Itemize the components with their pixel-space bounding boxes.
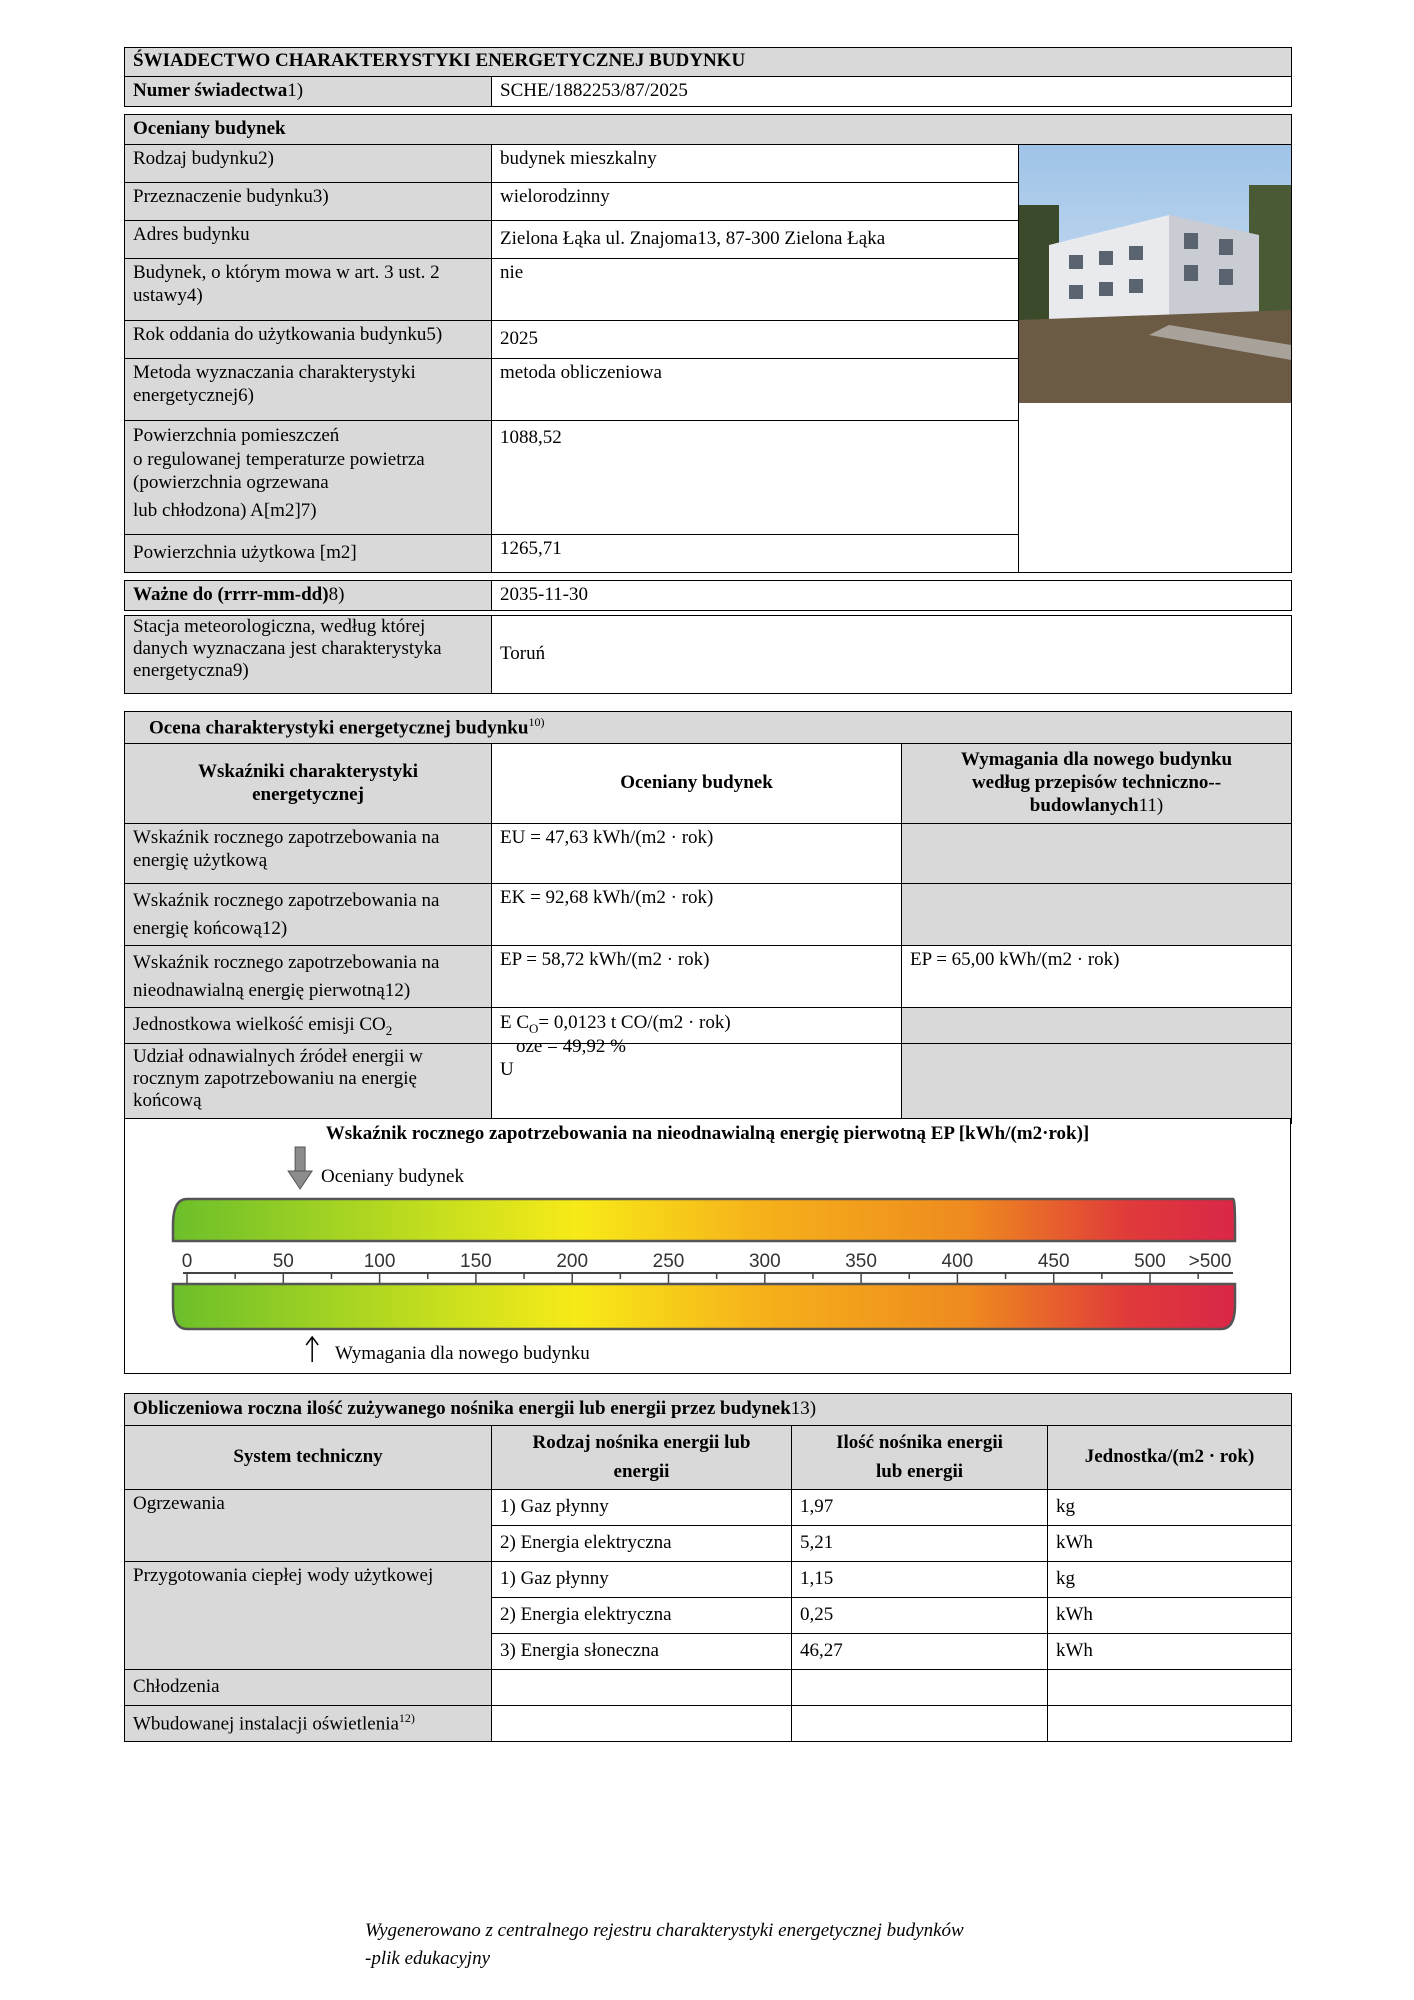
amount-cell: 0,25 — [792, 1597, 1048, 1633]
art3-building-value: nie — [492, 258, 1019, 320]
scale-tick-label: 150 — [460, 1251, 492, 1272]
scale-tick-label: 350 — [845, 1251, 877, 1272]
consumption-section — [124, 1393, 1292, 1742]
heating-label: Ogrzewania — [125, 1489, 492, 1561]
unit-header: Jednostka/(m2 · rok) — [1048, 1426, 1292, 1490]
building-section — [124, 114, 1292, 573]
scale-tick-label: 400 — [941, 1251, 974, 1272]
building-photo — [1019, 145, 1291, 403]
ep-scale-graphic — [125, 1119, 1290, 1373]
scale-tick-label: 100 — [363, 1251, 396, 1272]
indicators-header: Wskaźniki charakterystyki energetycznej — [125, 744, 492, 824]
assessed-building-header: Oceniany budynek — [492, 744, 902, 824]
amount-cell: 5,21 — [792, 1525, 1048, 1561]
consumption-title: Obliczeniowa roczna ilość zużywanego nośnika energii lub energii przez budynek13) — [125, 1394, 1292, 1426]
carrier-header: Rodzaj nośnika energii lub energii — [492, 1426, 792, 1490]
footer-line-2: -plik edukacyjny — [365, 1947, 491, 1969]
amount-cell — [792, 1705, 1048, 1741]
ek-requirement — [902, 884, 1292, 946]
building-purpose-label: Przeznaczenie budynku3) — [125, 182, 492, 220]
ep-label: Wskaźnik rocznego zapotrzebowania na nieodnawialną energię pierwotną12) — [125, 946, 492, 1008]
scale-tick-label: 0 — [181, 1251, 193, 1272]
building-address-value: Zielona Łąka ul. Znajoma13, 87-300 Zielona Łąka — [492, 220, 1019, 258]
unit-cell — [1048, 1669, 1292, 1705]
building-section-title: Oceniany budynek — [125, 115, 1292, 145]
scale-tick-label: 50 — [272, 1251, 294, 1272]
heated-area-label: Powierzchnia pomieszczeń o regulowanej temperaturze powietrza (powierzchnia ogrzewana lub chłodzona) A[m2]7) — [125, 420, 492, 534]
requirement-arrow-icon — [306, 1337, 318, 1362]
ek-value: EK = 92,68 kWh/(m2 · rok) — [492, 884, 902, 946]
scale-tick-label: 450 — [1037, 1251, 1070, 1272]
requirements-header: Wymagania dla nowego budynku według przepisów techniczno--budowlanych11) — [902, 744, 1292, 824]
scale-tick-label: >500 — [1188, 1251, 1232, 1272]
heated-area-value: 1088,52 — [492, 420, 1019, 534]
scale-tick-label: 250 — [652, 1251, 685, 1272]
assessed-building-arrow-icon — [288, 1147, 312, 1189]
amount-cell: 1,97 — [792, 1489, 1048, 1525]
building-type-value: budynek mieszkalny — [492, 144, 1019, 182]
unit-cell: kWh — [1048, 1525, 1292, 1561]
requirement-scale-label: Wymagania dla nowego budynku — [335, 1343, 590, 1364]
weather-station-label: Stacja meteorologiczna, według której danych wyznaczana jest charakterystyka energetyczna9) — [125, 616, 492, 694]
commissioning-year-value: 2025 — [492, 320, 1019, 358]
ep-requirement: EP = 65,00 kWh/(m2 · rok) — [902, 946, 1292, 1008]
ek-label: Wskaźnik rocznego zapotrzebowania na energię końcową12) — [125, 884, 492, 946]
lighting-label: Wbudowanej instalacji oświetlenia$^{12)}$ — [125, 1705, 492, 1741]
method-label: Metoda wyznaczania charakterystyki energetycznej6) — [125, 358, 492, 420]
valid-until-value: 2035-11-30 — [492, 581, 1292, 611]
ep-scale-panel — [124, 1118, 1291, 1374]
valid-until-label: Ważne do (rrrr-mm-dd)8) — [125, 581, 492, 611]
ep-scale-title: Wskaźnik rocznego zapotrzebowania na nieodnawialną energię pierwotną EP [kWh/(m2·rok)] — [325, 1123, 1090, 1144]
amount-cell: 1,15 — [792, 1561, 1048, 1597]
unit-cell — [1048, 1705, 1292, 1741]
building-photo-cell — [1019, 144, 1292, 572]
document-title: ŚWIADECTWO CHARAKTERYSTYKI ENERGETYCZNEJ BUDYNKU — [125, 48, 1292, 77]
usable-area-label: Powierzchnia użytkowa [m2] — [125, 534, 492, 572]
scale-tick-label: 300 — [748, 1251, 781, 1272]
res-share-value: oze = 49,92 % U — [492, 1044, 902, 1124]
ep-value: EP = 58,72 kWh/(m2 · rok) — [492, 946, 902, 1008]
eu-label: Wskaźnik rocznego zapotrzebowania na energię użytkową — [125, 824, 492, 884]
co2-value: E $C_O= 0,0123$ t CO/(m2 · rok) — [492, 1008, 902, 1044]
eu-value: EU = 47,63 kWh/(m2 · rok) — [492, 824, 902, 884]
amount-cell — [792, 1669, 1048, 1705]
scale-tick-label: 200 — [556, 1251, 589, 1272]
system-header: System techniczny — [125, 1426, 492, 1490]
certificate-number-value: SCHE/1882253/87/2025 — [492, 76, 1292, 106]
carrier-cell — [492, 1705, 792, 1741]
footer-line-1: Wygenerowano z centralnego rejestru charakterystyki energetycznej budynków — [365, 1920, 964, 1941]
eu-requirement — [902, 824, 1292, 884]
scale-tick-label: 500 — [1134, 1251, 1166, 1272]
co2-label: Jednostkowa wielkość emisji $CO_2$ — [125, 1008, 492, 1044]
certificate-number-label: Numer świadectwa1) — [125, 76, 492, 106]
weather-station-value: Toruń — [492, 616, 1292, 694]
unit-cell: kg — [1048, 1489, 1292, 1525]
carrier-cell: 3) Energia słoneczna — [492, 1633, 792, 1669]
res-share-label: Udział odnawialnych źródeł energii w rocznym zapotrzebowaniu na energię końcową — [125, 1044, 492, 1124]
method-value: metoda obliczeniowa — [492, 358, 1019, 420]
building-address-label: Adres budynku — [125, 220, 492, 258]
unit-cell: kWh — [1048, 1633, 1292, 1669]
carrier-cell: 1) Gaz płynny — [492, 1561, 792, 1597]
assessed-building-scale-label: Oceniany budynek — [321, 1166, 464, 1187]
hot-water-label: Przygotowania ciepłej wody użytkowej — [125, 1561, 492, 1669]
carrier-cell: 2) Energia elektryczna — [492, 1525, 792, 1561]
building-type-label: Rodzaj budynku2) — [125, 144, 492, 182]
weather-station-section — [124, 615, 1292, 694]
building-purpose-value: wielorodzinny — [492, 182, 1019, 220]
cooling-label: Chłodzenia — [125, 1669, 492, 1705]
co2-requirement — [902, 1008, 1292, 1044]
amount-header: Ilość nośnika energii lub energii — [792, 1426, 1048, 1490]
carrier-cell: 1) Gaz płynny — [492, 1489, 792, 1525]
unit-cell: kg — [1048, 1561, 1292, 1597]
unit-cell: kWh — [1048, 1597, 1292, 1633]
validity-section — [124, 580, 1292, 611]
carrier-cell — [492, 1669, 792, 1705]
assessment-title: Ocena charakterystyki energetycznej budynku$^{10)}$ — [125, 712, 1292, 744]
certificate-header — [124, 47, 1292, 107]
art3-building-label: Budynek, o którym mowa w art. 3 ust. 2 ustawy4) — [125, 258, 492, 320]
usable-area-value: 1265,71 — [492, 534, 1019, 572]
carrier-cell: 2) Energia elektryczna — [492, 1597, 792, 1633]
amount-cell: 46,27 — [792, 1633, 1048, 1669]
assessment-section — [124, 711, 1292, 1124]
res-share-requirement — [902, 1044, 1292, 1124]
commissioning-year-label: Rok oddania do użytkowania budynku5) — [125, 320, 492, 358]
footer-note — [365, 1917, 964, 1972]
